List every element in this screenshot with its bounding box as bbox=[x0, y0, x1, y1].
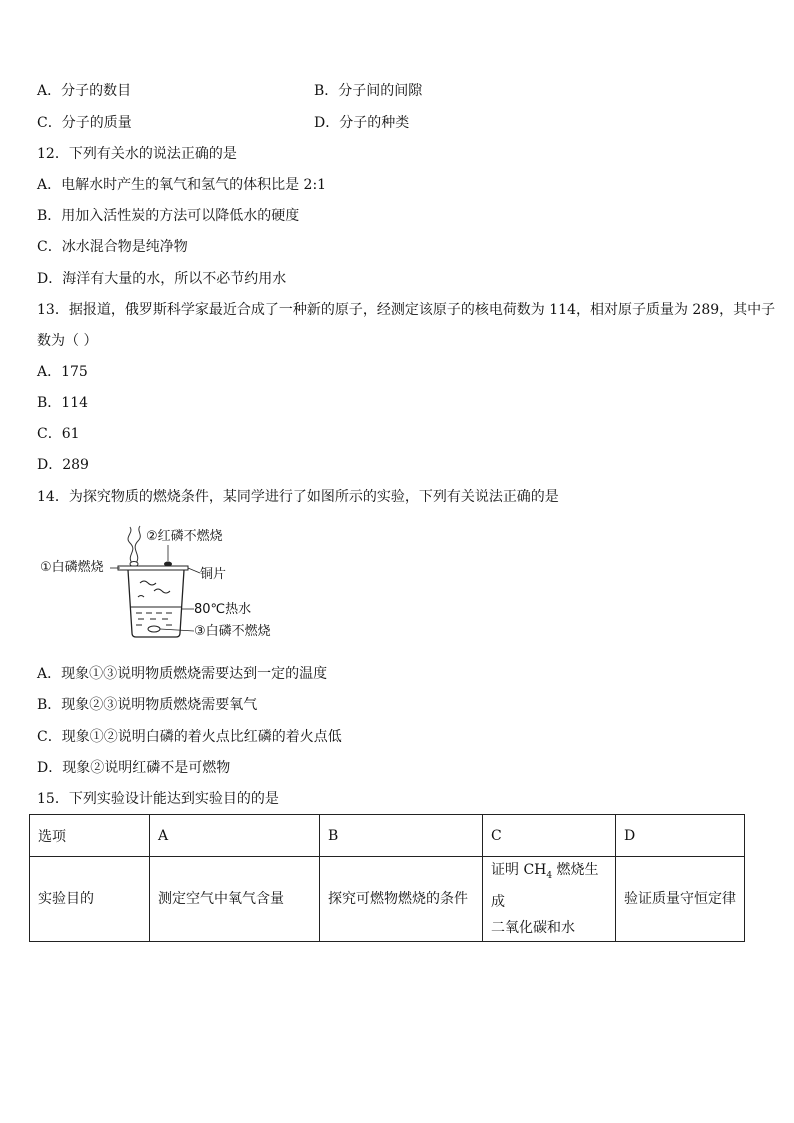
cell-a: 测定空气中氧气含量 bbox=[150, 857, 320, 942]
q12-option-c: C．冰水混合物是纯净物 bbox=[37, 239, 188, 255]
cell-c bbox=[483, 857, 616, 942]
q12-option-b: B．用加入活性炭的方法可以降低水的硬度 bbox=[37, 208, 300, 224]
q11-option-d: D．分子的种类 bbox=[314, 115, 410, 131]
q15-options-table bbox=[29, 814, 745, 942]
q13-stem-line1: 13．据报道，俄罗斯科学家最近合成了一种新的原子，经测定该原子的核电荷数为 114，相对原子质量为 289，其中子 bbox=[37, 302, 776, 318]
q11-option-c: C．分子的质量 bbox=[37, 115, 132, 131]
cell-c-line2: 二氧化碳和水 bbox=[491, 919, 575, 936]
q12-option-d: D．海洋有大量的水，所以不必节约用水 bbox=[37, 271, 287, 287]
header-cell-c: C bbox=[483, 815, 616, 857]
label-red-phosphorus-not-burning: ②红磷不燃烧 bbox=[146, 529, 223, 544]
q13-option-a: A．175 bbox=[37, 364, 88, 380]
header-cell-option: 选项 bbox=[30, 815, 150, 857]
q13-option-b: B．114 bbox=[37, 395, 89, 411]
q13-option-d: D．289 bbox=[37, 457, 89, 473]
q14-option-a: A．现象①③说明物质燃烧需要达到一定的温度 bbox=[37, 666, 328, 682]
combustion-experiment-figure bbox=[40, 525, 300, 645]
q11-option-b: B．分子间的间隙 bbox=[314, 83, 423, 99]
cell-d: 验证质量守恒定律 bbox=[616, 857, 745, 942]
table-header-row bbox=[30, 815, 745, 857]
label-copper-sheet: 铜片 bbox=[200, 567, 227, 582]
row-label-purpose: 实验目的 bbox=[30, 857, 150, 942]
header-cell-d: D bbox=[616, 815, 745, 857]
q14-stem: 14．为探究物质的燃烧条件，某同学进行了如图所示的实验，下列有关说法正确的是 bbox=[37, 489, 559, 505]
q11-option-a: A．分子的数目 bbox=[37, 83, 132, 99]
q13-stem-line2: 数为（ ） bbox=[37, 333, 98, 349]
q14-option-c: C．现象①②说明白磷的着火点比红磷的着火点低 bbox=[37, 729, 342, 745]
header-cell-a: A bbox=[150, 815, 320, 857]
cell-c-subscript: 4 bbox=[546, 870, 553, 881]
table-row bbox=[30, 857, 745, 942]
q14-option-b: B．现象②③说明物质燃烧需要氧气 bbox=[37, 697, 258, 713]
label-white-phosphorus-underwater: ③白磷不燃烧 bbox=[194, 624, 271, 639]
label-hot-water: 80℃热水 bbox=[194, 602, 252, 617]
q12-option-a: A．电解水时产生的氧气和氢气的体积比是 2:1 bbox=[37, 177, 327, 193]
label-white-phosphorus-burning: ①白磷燃烧 bbox=[40, 560, 104, 575]
cell-c-text-end: 燃烧生成 bbox=[491, 862, 599, 910]
q15-stem: 15．下列实验设计能达到实验目的的是 bbox=[37, 791, 279, 807]
cell-b: 探究可燃物燃烧的条件 bbox=[320, 857, 483, 942]
q12-stem: 12．下列有关水的说法正确的是 bbox=[37, 146, 237, 162]
q14-option-d: D．现象②说明红磷不是可燃物 bbox=[37, 760, 231, 776]
header-cell-b: B bbox=[320, 815, 483, 857]
cell-c-text: 证明 CH bbox=[491, 862, 547, 878]
q13-option-c: C．61 bbox=[37, 426, 80, 442]
